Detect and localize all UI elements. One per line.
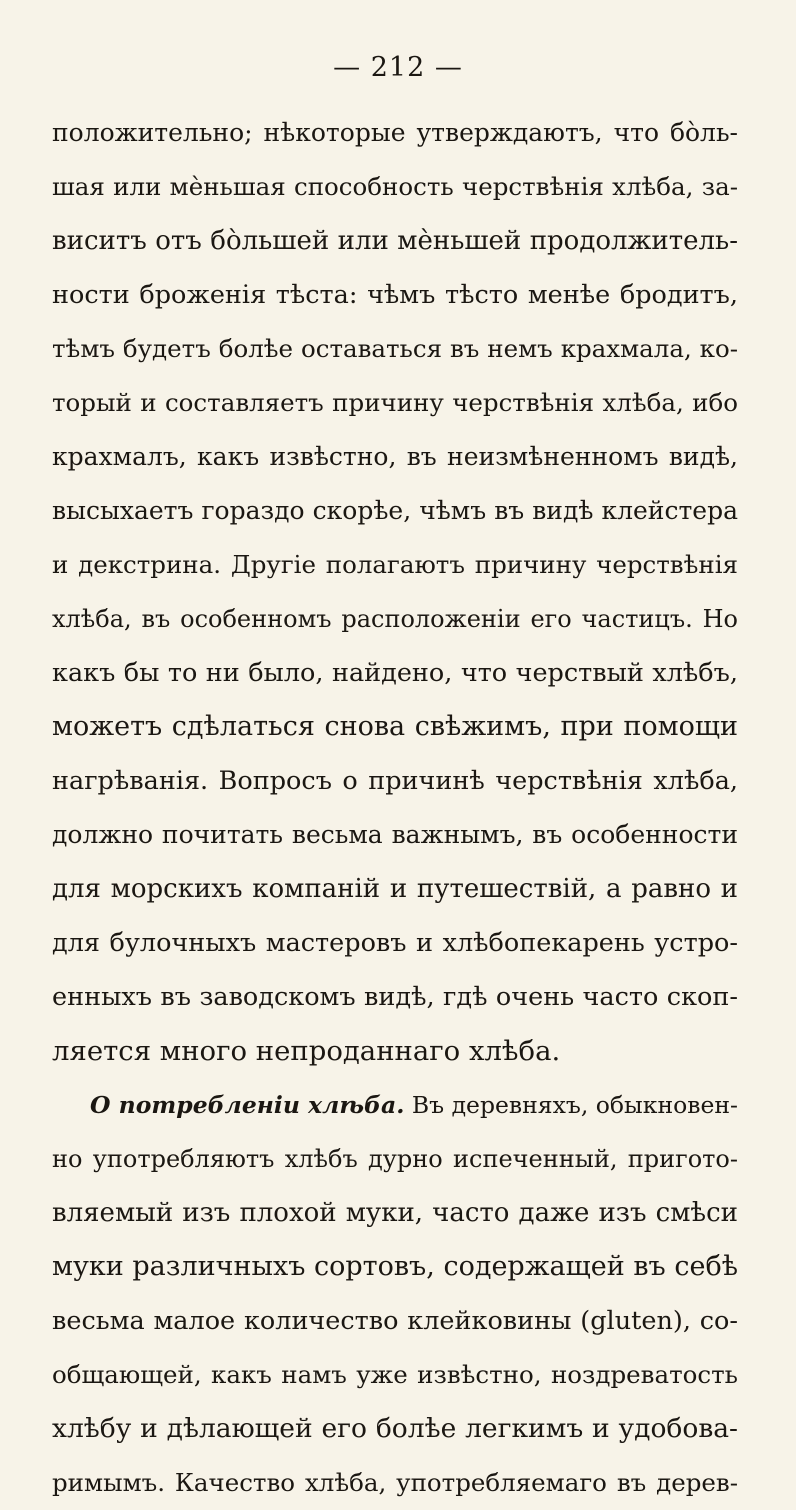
text-line: ляется много непроданнаго хлѣба. bbox=[52, 1035, 561, 1067]
text-line: можетъ сдѣлаться снова свѣжимъ, при помощи bbox=[52, 711, 738, 742]
text-line: муки различныхъ сортовъ, содержащей въ себѣ bbox=[52, 1251, 738, 1282]
text-line: ности броженія тѣста: чѣмъ тѣсто менѣе бродитъ, bbox=[52, 280, 738, 310]
text-line: положительно; нѣкоторые утверждаютъ, что бо̀ль- bbox=[52, 118, 738, 147]
text-line: вляемый изъ плохой муки, часто даже изъ смѣси bbox=[52, 1198, 738, 1228]
text-line: шая или мѐньшая способность черствѣнія хлѣба, за- bbox=[52, 172, 738, 201]
text-line: хлѣбу и дѣлающей его болѣе легкимъ и удобова- bbox=[52, 1413, 738, 1444]
section-first-line bbox=[52, 1078, 738, 1132]
text-line: тѣмъ будетъ болѣе оставаться въ немъ крахмала, ко- bbox=[52, 334, 738, 363]
text-line: но употребляютъ хлѣбъ дурно испеченный, пригото- bbox=[52, 1145, 738, 1173]
text-line: нагрѣванія. Вопросъ о причинѣ черствѣнія хлѣба, bbox=[52, 766, 738, 796]
body-text bbox=[52, 106, 738, 1510]
text-line: римымъ. Качество хлѣба, употребляемаго въ дерев- bbox=[52, 1468, 738, 1497]
text-line: весьма малое количество клейковины (gluten), со- bbox=[52, 1306, 738, 1336]
section-first-line-text: Въ деревняхъ, обыкновен- bbox=[404, 1091, 738, 1119]
text-line: должно почитать весьма важнымъ, въ особенности bbox=[52, 820, 738, 849]
text-line: виситъ отъ бо̀льшей или мѐньшей продолжитель- bbox=[52, 226, 738, 256]
text-line: торый и составляетъ причину черствѣнія хлѣба, ибо bbox=[52, 388, 738, 417]
text-line: енныхъ въ заводскомъ видѣ, гдѣ очень часто скоп- bbox=[52, 982, 738, 1012]
section-heading: О потребленіи хлѣба. bbox=[90, 1091, 405, 1119]
text-line: хлѣба, въ особенномъ расположеніи его частицъ. Но bbox=[52, 605, 738, 633]
text-line: для морскихъ компаній и путешествій, а равно и bbox=[52, 874, 738, 904]
text-line: крахмалъ, какъ извѣстно, въ неизмѣненномъ видѣ, bbox=[52, 442, 738, 471]
text-line: общающей, какъ намъ уже извѣстно, ноздреватость bbox=[52, 1360, 738, 1389]
text-line: для булочныхъ мастеровъ и хлѣбопекарень устро- bbox=[52, 928, 738, 958]
text-line: и декстрина. Другіе полагаютъ причину черствѣнія bbox=[52, 550, 738, 579]
text-line: высыхаетъ гораздо скорѣе, чѣмъ въ видѣ клейстера bbox=[52, 496, 738, 525]
page-number: — 212 — bbox=[333, 52, 463, 83]
text-line: какъ бы то ни было, найдено, что черствый хлѣбъ, bbox=[52, 658, 738, 688]
